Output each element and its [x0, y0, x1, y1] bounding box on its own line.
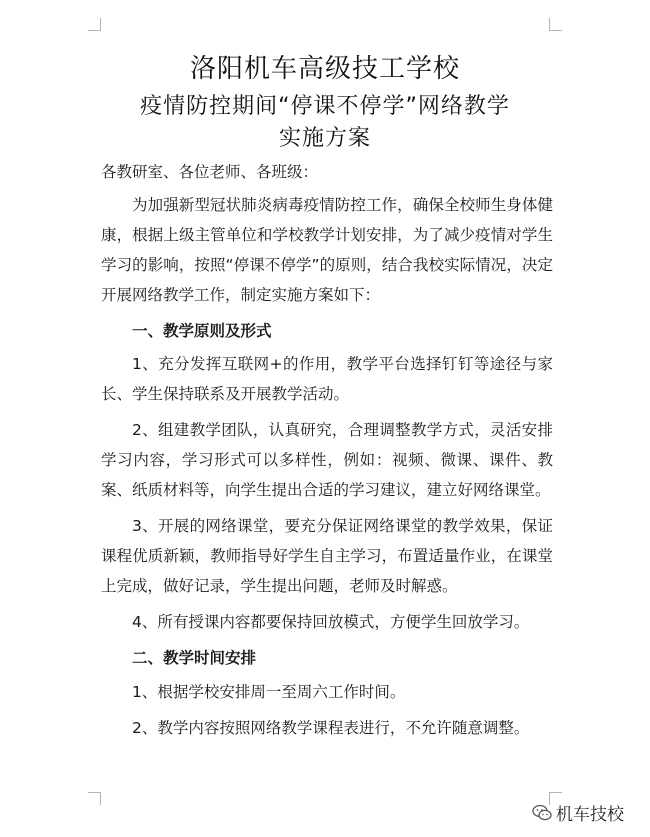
document-body: [101, 157, 553, 743]
wechat-icon: [532, 804, 552, 822]
section2-item-1: 1、根据学校安排周一至周六工作时间。: [132, 683, 406, 701]
crop-mark-top-left: [88, 18, 101, 31]
section1-item-1: 1、充分发挥互联网+的作用，教学平台选择钉钉等途径与家长、学生保持联系及开展教学活动。: [101, 355, 553, 403]
document-title-line1: 疫情防控期间“停课不停学”网络教学: [140, 94, 510, 119]
section2-item-2: 2、教学内容按照网络教学课程表进行，不允许随意调整。: [132, 719, 530, 737]
section1-item-3: 3、开展的网络课堂，要充分保证网络课堂的教学效果，保证课程优质新颖，教师指导好学生自主学习，布置适量作业，在课堂上完成，做好记录，学生提出问题，老师及时解惑。: [101, 517, 553, 595]
crop-mark-top-right: [549, 18, 562, 31]
section-heading-1: 一、教学原则及形式: [132, 322, 272, 340]
account-watermark: [532, 800, 624, 825]
salutation: 各教研室、各位老师、各班级：: [101, 163, 319, 181]
watermark-text: 机车技校: [556, 805, 624, 825]
school-name: 洛阳机车高级技工学校: [189, 54, 460, 84]
section-heading-2: 二、教学时间安排: [132, 649, 257, 667]
section1-item-4: 4、所有授课内容都要保持回放模式，方便学生回放学习。: [132, 613, 530, 631]
crop-mark-bottom-left: [88, 792, 101, 805]
intro-paragraph: 为加强新型冠状肺炎病毒疫情防控工作，确保全校师生身体健康，根据上级主管单位和学校教学计划安排，为了减少疫情对学生学习的影响，按照“停课不停学”的原则，结合我校实际情况，决定开展网络教学工作，制定实施方案如下：: [101, 196, 553, 304]
document-title-line2: 实施方案: [278, 126, 371, 151]
section1-item-2: 2、组建教学团队，认真研究，合理调整教学方式，灵活安排学习内容，学习形式可以多样性，例如：视频、微课、课件、教案、纸质材料等，向学生提出合适的学习建议，建立好网络课堂。: [101, 421, 553, 499]
